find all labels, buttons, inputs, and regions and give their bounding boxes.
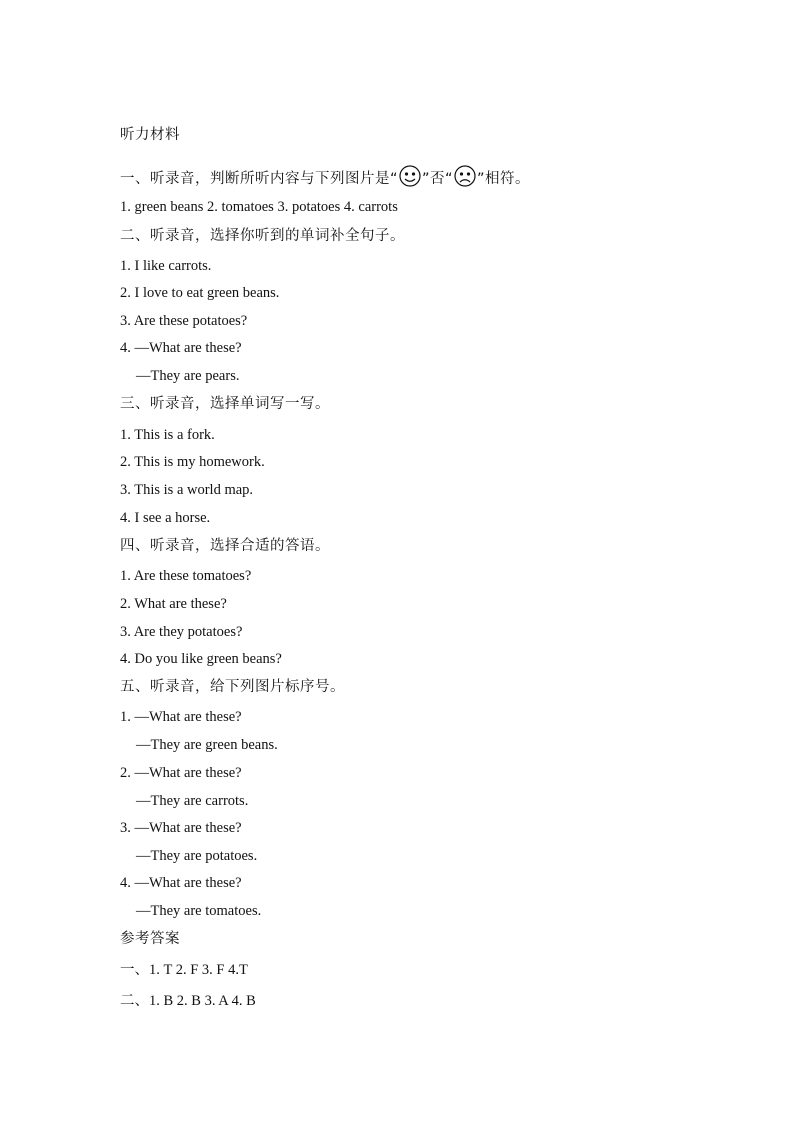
section4-line-2: 2. What are these? <box>120 596 227 612</box>
section1-heading-text-a: 一、听录音，判断所听内容与下列图片是“ <box>120 171 399 187</box>
section1-heading <box>120 165 530 189</box>
section5-line-1: 1. —What are these? <box>120 709 242 725</box>
section1-heading-text-b: ”否“ <box>422 171 454 187</box>
section2-line-2: 2. I love to eat green beans. <box>120 285 280 301</box>
section5-line-6: —They are potatoes. <box>136 848 258 864</box>
section3-line-2: 2. This is my homework. <box>120 454 265 470</box>
answers-heading: 参考答案 <box>120 931 180 947</box>
section4-heading: 四、听录音，选择合适的答语。 <box>120 538 330 554</box>
section2-line-4: 4. —What are these? <box>120 340 242 356</box>
section5-line-5: 3. —What are these? <box>120 820 242 836</box>
section4-line-1: 1. Are these tomatoes? <box>120 568 252 584</box>
section3-line-3: 3. This is a world map. <box>120 482 254 498</box>
section5-line-7: 4. —What are these? <box>120 875 242 891</box>
section3-line-4: 4. I see a horse. <box>120 510 211 526</box>
section5-line-8: —They are tomatoes. <box>136 903 262 919</box>
page-title: 听力材料 <box>120 127 180 143</box>
smiley-face-icon <box>399 165 421 189</box>
section1-heading-text-c: ”相符。 <box>477 171 531 187</box>
answers-line-1: 一、1. T 2. F 3. F 4.T <box>120 962 248 978</box>
section2-line-5: —They are pears. <box>136 368 240 384</box>
sad-face-icon <box>454 165 476 189</box>
section1-line: 1. green beans 2. tomatoes 3. potatoes 4. carrots <box>120 199 398 215</box>
section4-line-3: 3. Are they potatoes? <box>120 624 243 640</box>
section5-line-4: —They are carrots. <box>136 793 249 809</box>
answers-line-2: 二、1. B 2. B 3. A 4. B <box>120 993 256 1009</box>
section2-line-1: 1. I like carrots. <box>120 258 212 274</box>
section5-heading: 五、听录音，给下列图片标序号。 <box>120 679 345 695</box>
section4-line-4: 4. Do you like green beans? <box>120 651 282 667</box>
section5-line-2: —They are green beans. <box>136 737 278 753</box>
section5-line-3: 2. —What are these? <box>120 765 242 781</box>
section3-line-1: 1. This is a fork. <box>120 427 215 443</box>
section2-heading: 二、听录音，选择你听到的单词补全句子。 <box>120 228 405 244</box>
section3-heading: 三、听录音，选择单词写一写。 <box>120 396 330 412</box>
section2-line-3: 3. Are these potatoes? <box>120 313 248 329</box>
